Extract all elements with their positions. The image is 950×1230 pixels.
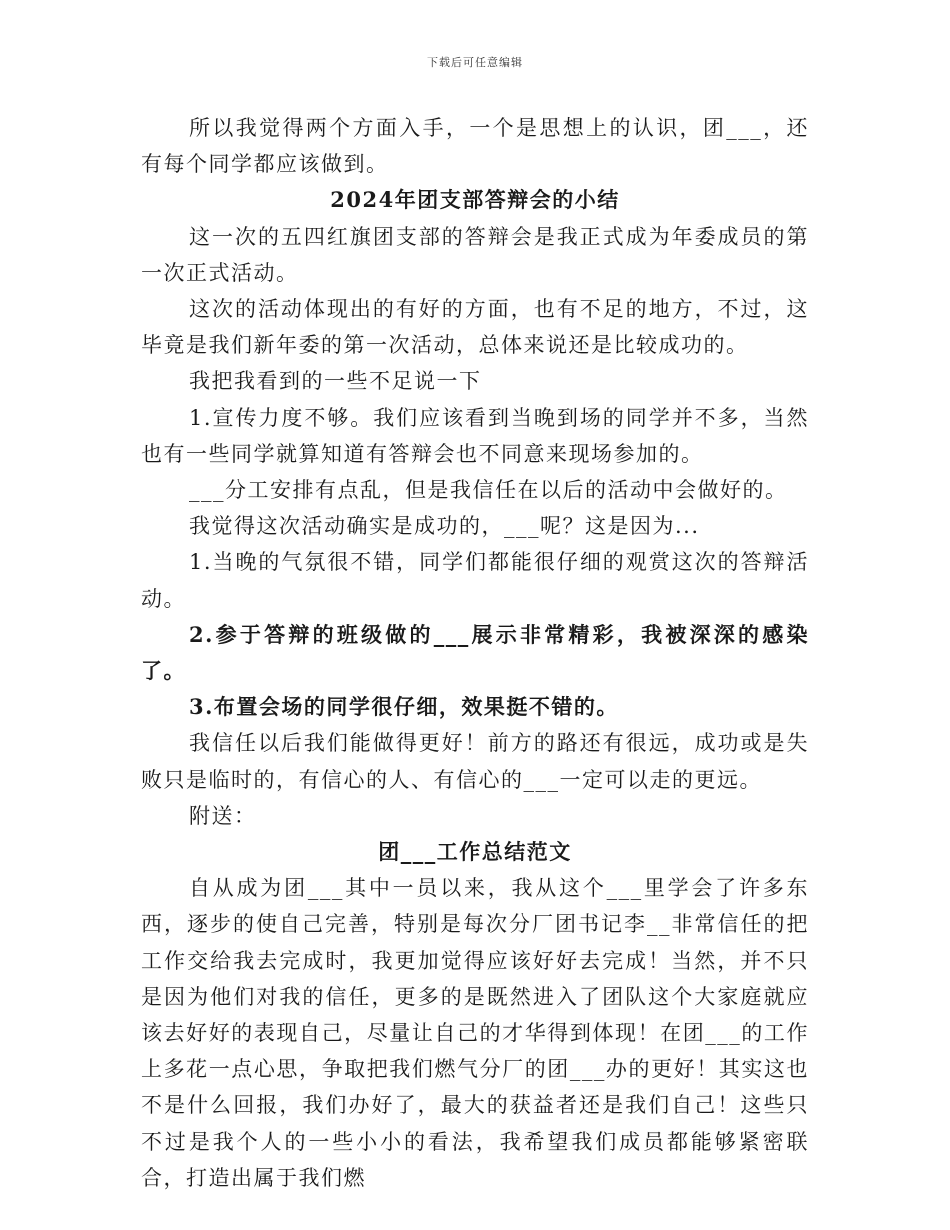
document-body	[141, 110, 809, 1196]
paragraph: 这一次的五四红旗团支部的答辩会是我正式成为年委成员的第一次正式活动。	[141, 224, 809, 285]
paragraph: ___分工安排有点乱，但是我信任在以后的活动中会做好的。	[189, 478, 788, 503]
page-header: 下载后可任意编辑	[427, 56, 523, 69]
section-title: 团___工作总结范文	[378, 839, 572, 865]
paragraph: 我觉得这次活动确实是成功的，___呢？这是因为...	[189, 514, 700, 539]
paragraph: 自从成为团___其中一员以来，我从这个___里学会了许多东西，逐步的使自己完善，特别是每次分厂团书记李__非常信任的把工作交给我去完成时，我更加觉得应该好好去完成！当然，并不只是因为他们对我的信任，更多的是既然进入了团队这个大家庭就应该去好好的表现自己，尽量让自己的才华得到体现！在团___的工作上多花一点心思，争取把我们燃气分厂的团___办的更好！其实这也不是什么回报，我们办好了，最大的获益者还是我们自己！这些只不过是我个人的一些小小的看法，我希望我们成员都能够紧密联合，打造出属于我们燃	[141, 876, 809, 1190]
paragraph: 附送：	[189, 803, 257, 828]
section-title: 2024年团支部答辩会的小结	[330, 187, 620, 213]
paragraph: 我把我看到的一些不足说一下	[189, 369, 482, 394]
paragraph-bold: 2.参于答辩的班级做的___展示非常精彩，我被深深的感染了。	[141, 621, 809, 684]
paragraph-bold: 3.布置会场的同学很仔细，效果挺不错的。	[189, 694, 619, 720]
paragraph: 1.宣传力度不够。我们应该看到当晚到场的同学并不多，当然也有一些同学就算知道有答辩会也不同意来现场参加的。	[141, 405, 809, 466]
paragraph: 1.当晚的气氛很不错，同学们都能很仔细的观赏这次的答辩活动。	[141, 550, 809, 611]
paragraph: 所以我觉得两个方面入手，一个是思想上的认识，团___，还有每个同学都应该做到。	[141, 116, 809, 177]
paragraph: 我信任以后我们能做得更好！前方的路还有很远，成功或是失败只是临时的，有信心的人、有信心的___一定可以走的更远。	[141, 731, 809, 792]
paragraph: 这次的活动体现出的有好的方面，也有不足的地方，不过，这毕竟是我们新年委的第一次活动，总体来说还是比较成功的。	[141, 297, 809, 358]
